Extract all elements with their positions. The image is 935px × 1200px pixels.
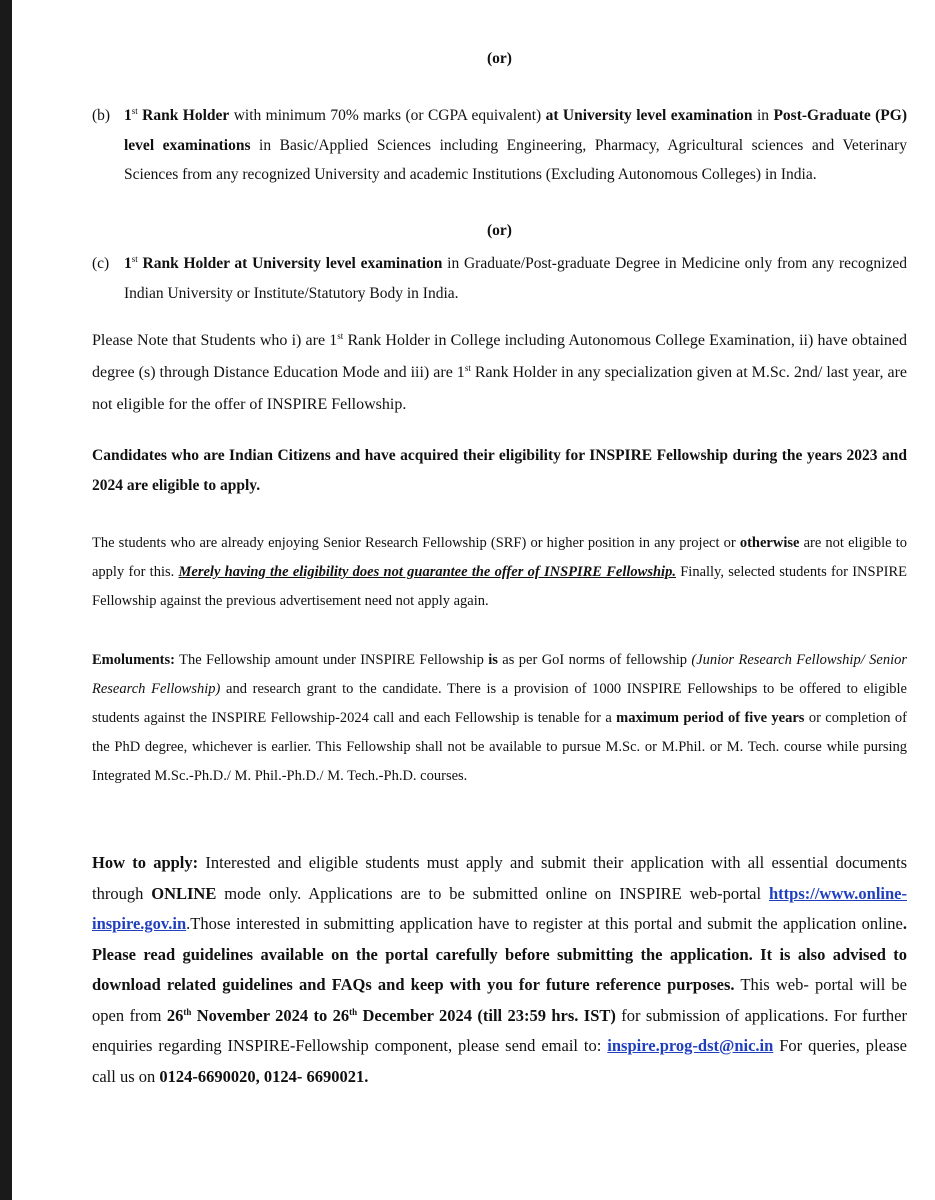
item-marker: (c) [92,255,110,272]
date-range: November 2024 to 26 [191,1005,350,1025]
emoluments-text-run: as per GoI norms of fellowship [497,652,692,668]
emoluments-paragraph [92,646,907,791]
inspire-portal-link[interactable]: https://www.online-inspire.gov.in [92,883,907,933]
item-text [124,249,907,308]
ordinal-suffix: th [349,1006,358,1017]
contact-email-link[interactable]: inspire.prog-dst@nic.in [607,1036,774,1055]
rank-number: 1 [124,107,132,124]
how-to-apply-heading: How to apply: [92,853,199,872]
emoluments-text-run: The Fellowship amount under INSPIRE Fellowship [174,652,489,668]
item-text-run: in Basic/Applied Sciences including Engineering, Pharmacy, Agricultural sciences and Veterinary Sciences from any recognized University and academic Institutions (Excluding Autonomous Colleges) in India. [124,136,907,183]
ordinal-suffix: th [183,1006,192,1017]
srf-paragraph [92,529,907,616]
eligibility-item-b [92,101,907,190]
max-period-label: maximum period of five years [616,710,805,726]
otherwise-label: otherwise [739,535,800,551]
how-text-run: For queries, please call us on [92,1036,908,1086]
guidelines-notice: . Please read guidelines available on the portal carefully before submitting the application. It is also advised to download related guidelines and FAQs and keep with you for future reference purposes. [92,914,907,994]
candidates-paragraph: Candidates who are Indian Citizens and have acquired their eligibility for INSPIRE Fellowship during the years 2023 and 2024 are eligible to apply. [92,447,907,494]
emoluments-text-run: is [488,652,498,668]
how-text-run: .Those interested in submitting application have to register at this portal and submit the application online [186,914,903,933]
rank-suffix: st [131,106,138,116]
or-separator: (or) [487,50,512,67]
rank-holder-label: Rank Holder [137,107,230,124]
date-range: December 2024 (till 23:59 hrs. IST) [357,1005,616,1025]
srf-text-run: are not eligible to apply for this. [92,535,907,580]
srf-text-run: Finally, selected students for INSPIRE Fellowship against the previous advertisement need not apply again. [92,564,907,609]
note-text-run: Rank Holder in College including Autonomous College Examination, ii) have obtained degree (s) through Distance Education Mode and iii) are 1 [92,332,907,381]
how-to-apply-paragraph [92,848,907,1092]
note-paragraph [92,325,907,421]
emoluments-heading: Emoluments: [92,652,175,668]
eligibility-item-c [92,249,907,308]
srf-text-run: The students who are already enjoying Senior Research Fellowship (SRF) or higher position in any project or [92,535,740,551]
rank-suffix: st [131,254,138,264]
ordinal-suffix: st [464,363,471,373]
eligibility-disclaimer: Merely having the eligibility does not guarantee the offer of INSPIRE Fellowship. [178,564,676,580]
how-text-run: Interested and eligible students must apply and submit their application with all essential documents through [92,853,907,903]
item-text-run: with minimum 70% marks (or CGPA equivalent) [229,107,546,124]
date-day: 26 [166,1005,184,1025]
item-text [124,101,907,190]
how-text-run: mode only. Applications are to be submitted online on INSPIRE web-portal [216,883,769,903]
item-text-run: in Graduate/Post-graduate Degree in Medicine only from any recognized Indian University or Institute/Statutory Body in India. [124,255,907,302]
pg-level-label: Post-Graduate (PG) level examinations [124,107,907,154]
fellowship-type: (Junior Research Fellowship/ Senior Research Fellowship) [92,652,907,697]
emoluments-text-run: or completion of the PhD degree, whichever is earlier. This Fellowship shall not be available to pursue M.Sc. or M.Phil. or M. Tech. course while pursing Integrated M.Sc.-Ph.D./ M. Phil.-Ph.D./ M. Tech.-Ph.D. courses. [92,710,907,784]
note-text-run: Rank Holder in any specialization given at M.Sc. 2nd/ last year, are not eligible for the offer of INSPIRE Fellowship. [92,364,907,413]
note-text-run: Please Note that Students who i) are 1 [92,332,338,349]
online-label: ONLINE [151,883,217,903]
rank-holder-label: Rank Holder at University level examination [137,255,443,272]
item-text-run: in [752,107,774,124]
ordinal-suffix: st [337,331,344,341]
or-separator: (or) [487,222,512,239]
rank-number: 1 [124,255,132,272]
phone-numbers: 0124-6690020, 0124- 6690021. [159,1066,369,1086]
how-text-run: This web- portal will be open from [92,975,907,1025]
how-text-run: for submission of applications. For further enquiries regarding INSPIRE-Fellowship component, please send email to: [92,1005,907,1055]
item-marker: (b) [92,107,111,124]
page-edge-shadow [0,0,12,1200]
emoluments-text-run: and research grant to the candidate. There is a provision of 1000 INSPIRE Fellowships to be offered to eligible students against the INSPIRE Fellowship-2024 call and each Fellowship is tenable for a [92,681,907,726]
university-level-label: at University level examination [545,107,753,124]
